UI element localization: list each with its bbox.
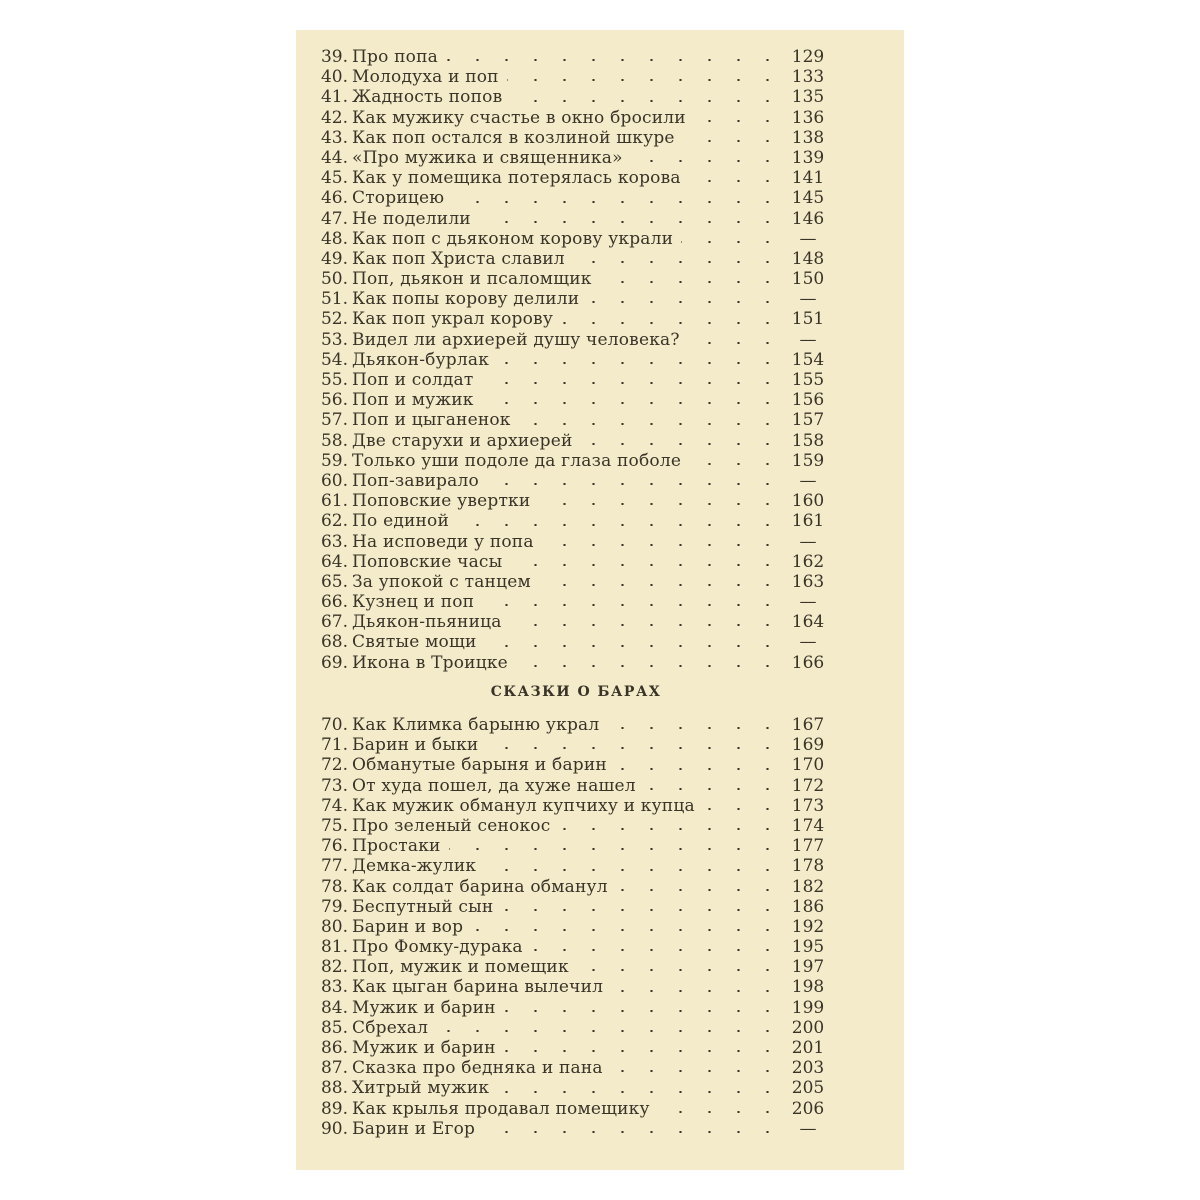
entry-number: 52. — [320, 309, 348, 330]
dot-leader — [483, 1131, 782, 1133]
entry-title: Барин и Егор — [352, 1118, 476, 1139]
toc-entry — [310, 209, 850, 229]
entry-title: Как Климка барыню украл — [352, 715, 600, 735]
toc-entry — [310, 532, 850, 552]
toc-entry — [310, 836, 850, 856]
entry-number: 75. — [320, 815, 348, 836]
toc-entry — [310, 1119, 850, 1139]
entry-title: Как солдат барина обманул — [352, 876, 608, 897]
section-heading: СКАЗКИ О БАРАХ — [490, 684, 662, 700]
toc-entry — [310, 977, 850, 997]
entry-page-number: 200 — [791, 1017, 825, 1038]
entry-page-number: 192 — [791, 916, 825, 937]
entry-number: 49. — [320, 248, 348, 269]
entry-page-number: 177 — [791, 836, 825, 857]
entry-title: Как поп с дьяконом корову украли — [352, 228, 674, 249]
entry-title: Поп, дьякон и псаломщик — [352, 269, 592, 290]
entry-title: Дьякон-бурлак — [352, 349, 490, 370]
toc-entry — [310, 128, 850, 148]
toc-entry — [310, 937, 850, 957]
entry-title: Как поп Христа славил — [352, 248, 565, 269]
entry-number: 76. — [320, 836, 348, 857]
entry-number: 65. — [320, 571, 348, 592]
entry-page-number: 155 — [791, 370, 825, 390]
toc-entry — [310, 735, 850, 755]
dot-leader — [644, 788, 782, 790]
entry-title: Про зеленый сенокос — [352, 815, 551, 836]
entry-number: 70. — [320, 715, 348, 735]
entry-number: 67. — [320, 612, 348, 633]
dot-leader — [688, 342, 782, 344]
entry-number: 79. — [320, 896, 348, 917]
entry-page-number: 160 — [791, 491, 825, 512]
entry-number: 62. — [320, 511, 348, 532]
toc-entry — [310, 47, 850, 67]
entry-page-number: 148 — [791, 248, 825, 269]
toc-section-priests — [310, 47, 850, 673]
toc-entry — [310, 572, 850, 592]
toc-entry — [310, 370, 850, 390]
toc-entry — [310, 998, 850, 1018]
dot-leader — [577, 969, 782, 971]
dot-leader — [631, 160, 782, 162]
dot-leader — [510, 624, 782, 626]
entry-number: 46. — [320, 188, 348, 209]
toc-entry — [310, 653, 850, 673]
entry-number: 66. — [320, 592, 348, 613]
entry-title: Видел ли архиерей душу человека? — [352, 329, 680, 350]
entry-title: Поп и цыганенок — [352, 410, 511, 431]
toc-entry — [310, 632, 850, 652]
toc-entry — [310, 511, 850, 531]
toc-entry — [310, 471, 850, 491]
entry-title: Жадность попов — [352, 87, 503, 108]
entry-number: 44. — [320, 147, 348, 168]
entry-number: 39. — [320, 47, 348, 67]
entry-title: Как попы корову делили — [352, 289, 580, 310]
toc-entry — [310, 229, 850, 249]
entry-number: 45. — [320, 168, 348, 189]
toc-entry — [310, 350, 850, 370]
dot-leader — [484, 869, 782, 871]
dot-leader — [486, 747, 782, 749]
entry-number: 84. — [320, 997, 348, 1018]
dot-leader — [607, 727, 782, 729]
entry-number: 68. — [320, 632, 348, 653]
toc-entry — [310, 410, 850, 430]
dot-leader — [516, 665, 782, 667]
entry-number: 74. — [320, 795, 348, 816]
entry-title: По единой — [352, 511, 450, 532]
entry-page-number: 201 — [791, 1038, 825, 1058]
entry-title: Молодуха и поп — [352, 67, 499, 88]
entry-number: 55. — [320, 370, 348, 390]
toc-entry — [310, 67, 850, 87]
toc-entry — [310, 776, 850, 796]
entry-title: Как крылья продавал помещику — [352, 1098, 650, 1119]
entry-page-number: 139 — [791, 147, 825, 168]
entry-title: Кузнец и поп — [352, 592, 475, 613]
entry-page-number: — — [799, 289, 817, 310]
entry-number: 53. — [320, 329, 348, 350]
entry-title: Дьякон-пьяница — [352, 612, 502, 633]
entry-page-number: 166 — [791, 652, 825, 673]
dot-leader — [510, 564, 782, 566]
book-page — [296, 30, 904, 1170]
entry-page-number: 136 — [791, 107, 825, 128]
dot-leader — [449, 848, 782, 850]
dot-leader — [561, 322, 782, 324]
toc-entry — [310, 755, 850, 775]
toc-entry — [310, 1018, 850, 1038]
dot-leader — [487, 483, 782, 485]
entry-page-number: 161 — [791, 511, 825, 532]
entry-number: 41. — [320, 87, 348, 108]
dot-leader — [479, 221, 782, 223]
entry-page-number: 156 — [791, 390, 825, 411]
entry-page-number: 157 — [791, 410, 825, 431]
entry-number: 71. — [320, 735, 348, 756]
entry-page-number: — — [799, 470, 817, 491]
dot-leader — [683, 140, 782, 142]
toc-entry — [310, 390, 850, 410]
entry-title: От худа пошел, да хуже нашел — [352, 775, 636, 796]
entry-title: Поп, мужик и помещик — [352, 957, 569, 978]
entry-number: 77. — [320, 856, 348, 877]
entry-page-number: 172 — [791, 775, 825, 796]
entry-page-number: 135 — [791, 87, 825, 108]
toc-entry — [310, 957, 850, 977]
entry-title: Обманутые барыня и барин — [352, 755, 607, 776]
entry-number: 54. — [320, 349, 348, 370]
entry-title: Как мужику счастье в окно бросили — [352, 107, 686, 128]
entry-page-number: 206 — [791, 1098, 825, 1119]
entry-page-number: 145 — [791, 188, 825, 209]
entry-page-number: 170 — [791, 755, 825, 776]
dot-leader — [531, 949, 782, 951]
dot-leader — [587, 301, 782, 303]
dot-leader — [482, 382, 782, 384]
toc-entry — [310, 451, 850, 471]
entry-page-number: 138 — [791, 127, 825, 148]
entry-number: 60. — [320, 470, 348, 491]
entry-title: Сбрехал — [352, 1017, 429, 1038]
toc-entry — [310, 309, 850, 329]
dot-leader — [482, 402, 782, 404]
entry-page-number: 169 — [791, 735, 825, 756]
entry-title: Две старухи и архиерей — [352, 430, 573, 451]
entry-number: 85. — [320, 1017, 348, 1038]
entry-page-number: 178 — [791, 856, 825, 877]
entry-page-number: — — [799, 228, 817, 249]
dot-leader — [539, 584, 782, 586]
toc-entry — [310, 108, 850, 128]
dot-leader — [497, 1091, 782, 1093]
dot-leader — [600, 281, 782, 283]
toc-entry — [310, 715, 850, 735]
entry-title: Сказка про бедняка и пана — [352, 1058, 603, 1079]
dot-leader — [538, 503, 782, 505]
entry-title: За упокой с танцем — [352, 571, 531, 592]
entry-title: На исповеди у попа — [352, 531, 534, 552]
entry-title: Поп и мужик — [352, 390, 474, 411]
dot-leader — [510, 100, 782, 102]
entry-title: Мужик и барин — [352, 1038, 496, 1058]
entry-title: Не поделили — [352, 208, 471, 229]
entry-title: Поповские увертки — [352, 491, 531, 512]
dot-leader — [581, 443, 782, 445]
entry-title: Про Фомку-дурака — [352, 937, 523, 958]
dot-leader — [482, 604, 782, 606]
entry-title: Демка-жулик — [352, 856, 477, 877]
toc-entry — [310, 87, 850, 107]
entry-number: 47. — [320, 208, 348, 229]
entry-title: Икона в Троицке — [352, 652, 508, 673]
entry-title: Как мужик обманул купчиху и купца — [352, 795, 695, 816]
entry-page-number: 146 — [791, 208, 825, 229]
entry-title: Поп-завирало — [352, 470, 479, 491]
dot-leader — [658, 1111, 782, 1113]
entry-page-number: 174 — [791, 815, 825, 836]
entry-number: 40. — [320, 67, 348, 88]
entry-number: 72. — [320, 755, 348, 776]
toc-entry — [310, 897, 850, 917]
entry-title: Хитрый мужик — [352, 1078, 490, 1099]
dot-leader — [501, 909, 782, 911]
dot-leader — [542, 544, 782, 546]
entry-page-number: 164 — [791, 612, 825, 633]
entry-number: 42. — [320, 107, 348, 128]
entry-title: Простаки — [352, 836, 441, 857]
entry-page-number: 167 — [791, 715, 825, 735]
entry-title: Барин и быки — [352, 735, 479, 756]
entry-number: 80. — [320, 916, 348, 937]
dot-leader — [497, 362, 782, 364]
entry-number: 50. — [320, 269, 348, 290]
entry-number: 78. — [320, 876, 348, 897]
entry-page-number: 195 — [791, 937, 825, 958]
entry-page-number: 205 — [791, 1078, 825, 1099]
toc-section-masters — [310, 715, 850, 1139]
entry-title: Только уши подоле да глаза поболе — [352, 450, 682, 471]
entry-number: 81. — [320, 937, 348, 958]
dot-leader — [689, 463, 782, 465]
dot-leader — [611, 1070, 782, 1072]
dot-leader — [611, 990, 782, 992]
toc-entry — [310, 877, 850, 897]
entry-page-number: 186 — [791, 896, 825, 917]
dot-leader — [504, 1050, 782, 1052]
entry-page-number: — — [799, 1118, 817, 1139]
entry-page-number: 151 — [791, 309, 825, 330]
toc-entry — [310, 249, 850, 269]
entry-page-number: 141 — [791, 168, 825, 189]
entry-title: Поп и солдат — [352, 370, 474, 390]
entry-number: 56. — [320, 390, 348, 411]
dot-leader — [703, 808, 782, 810]
dot-leader — [615, 768, 782, 770]
entry-number: 48. — [320, 228, 348, 249]
entry-number: 90. — [320, 1118, 348, 1139]
entry-page-number: — — [799, 329, 817, 350]
toc-entry — [310, 431, 850, 451]
dot-leader — [452, 201, 782, 203]
entry-page-number: 182 — [791, 876, 825, 897]
toc-entry — [310, 1078, 850, 1098]
toc-entry — [310, 1058, 850, 1078]
entry-title: Святые мощи — [352, 632, 477, 653]
toc-entry — [310, 168, 850, 188]
toc-entry — [310, 856, 850, 876]
dot-leader — [507, 79, 782, 81]
entry-number: 57. — [320, 410, 348, 431]
entry-number: 69. — [320, 652, 348, 673]
dot-leader — [616, 889, 782, 891]
entry-number: 73. — [320, 775, 348, 796]
entry-number: 43. — [320, 127, 348, 148]
dot-leader — [694, 120, 782, 122]
entry-page-number: 129 — [791, 47, 825, 67]
toc-entry — [310, 592, 850, 612]
toc-entry — [310, 148, 850, 168]
toc-entry — [310, 289, 850, 309]
entry-title: Как поп украл корову — [352, 309, 554, 330]
toc-entry — [310, 796, 850, 816]
entry-title: Как поп остался в козлиной шкуре — [352, 127, 675, 148]
toc-entry — [310, 188, 850, 208]
entry-title: Как цыган барина вылечил — [352, 977, 604, 998]
entry-number: 61. — [320, 491, 348, 512]
entry-page-number: 133 — [791, 67, 825, 88]
toc-entry — [310, 491, 850, 511]
dot-leader — [471, 929, 782, 931]
entry-title: «Про мужика и священника» — [352, 147, 623, 168]
entry-number: 86. — [320, 1038, 348, 1058]
toc-entry — [310, 552, 850, 572]
dot-leader — [681, 241, 782, 243]
entry-title: Поповские часы — [352, 551, 503, 572]
entry-number: 82. — [320, 957, 348, 978]
entry-title: Про попа — [352, 47, 438, 67]
dot-leader — [689, 180, 782, 182]
dot-leader — [485, 645, 782, 647]
dot-leader — [573, 261, 782, 263]
entry-page-number: 173 — [791, 795, 825, 816]
entry-page-number: 198 — [791, 977, 825, 998]
entry-number: 51. — [320, 289, 348, 310]
entry-page-number: 203 — [791, 1058, 825, 1079]
toc-entry — [310, 917, 850, 937]
dot-leader — [558, 828, 782, 830]
entry-number: 59. — [320, 450, 348, 471]
entry-number: 64. — [320, 551, 348, 572]
entry-page-number: 162 — [791, 551, 825, 572]
entry-page-number: 163 — [791, 571, 825, 592]
entry-title: Беспутный сын — [352, 896, 494, 917]
entry-title: Мужик и барин — [352, 997, 496, 1018]
entry-page-number: 150 — [791, 269, 825, 290]
entry-page-number: 197 — [791, 957, 825, 978]
toc-entry — [310, 1038, 850, 1058]
dot-leader — [457, 524, 782, 526]
toc-entry — [310, 1099, 850, 1119]
dot-leader — [504, 1010, 782, 1012]
dot-leader — [436, 1030, 782, 1032]
toc-entry — [310, 612, 850, 632]
entry-page-number: — — [799, 531, 817, 552]
entry-page-number: — — [799, 592, 817, 613]
entry-page-number: 159 — [791, 450, 825, 471]
entry-number: 83. — [320, 977, 348, 998]
entry-title: Сторицею — [352, 188, 445, 209]
toc-entry — [310, 269, 850, 289]
dot-leader — [446, 59, 782, 61]
entry-number: 87. — [320, 1058, 348, 1079]
entry-number: 89. — [320, 1098, 348, 1119]
entry-page-number: 199 — [791, 997, 825, 1018]
entry-page-number: 158 — [791, 430, 825, 451]
dot-leader — [519, 423, 782, 425]
entry-title: Барин и вор — [352, 916, 464, 937]
entry-page-number: — — [799, 632, 817, 653]
toc-entry — [310, 330, 850, 350]
entry-number: 58. — [320, 430, 348, 451]
entry-page-number: 154 — [791, 349, 825, 370]
entry-title: Как у помещика потерялась корова — [352, 168, 681, 189]
toc-entry — [310, 816, 850, 836]
entry-number: 63. — [320, 531, 348, 552]
entry-number: 88. — [320, 1078, 348, 1099]
